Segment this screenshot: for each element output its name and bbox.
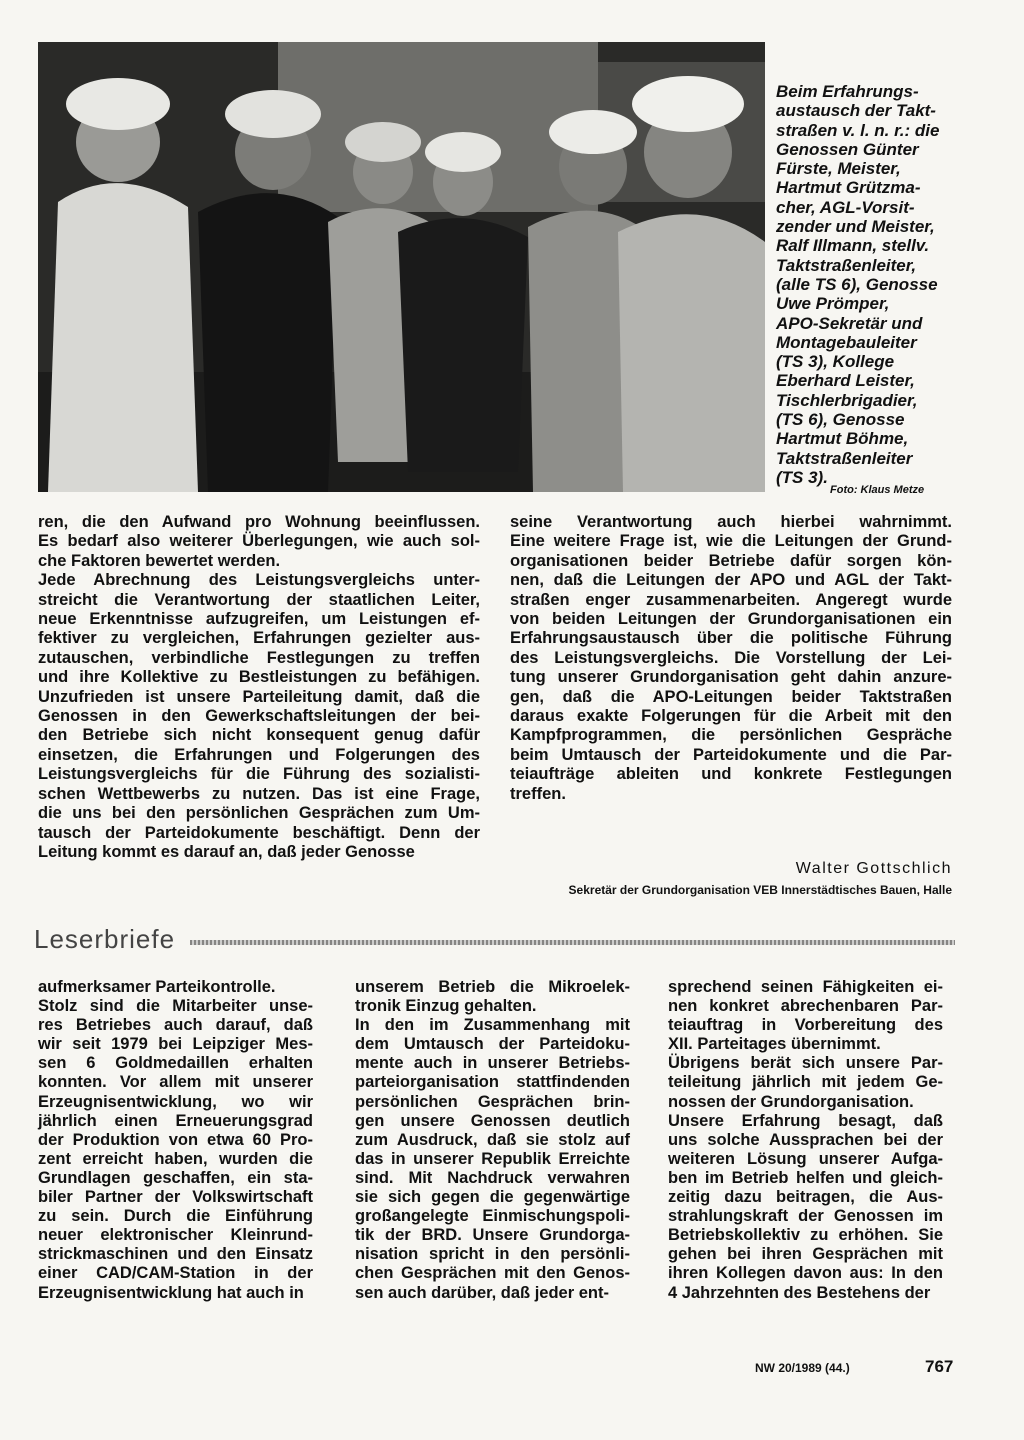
text-line: Taktstraßenleiter	[776, 448, 913, 468]
text-line: Erfahrungsaustausch über die politische Führung	[510, 629, 952, 648]
text-line: ihren Kollegen davon aus: In den	[668, 1264, 943, 1283]
text-line: seine Verantwortung auch hierbei wahrnimmt.	[510, 513, 952, 531]
letters-column-1	[38, 978, 313, 1303]
text-line: und ihre Kollektive zu Bestleistungen zu befähigen.	[38, 668, 480, 687]
text-line: Eine weitere Frage ist, wie die Leitungen der Grund-	[510, 532, 952, 551]
text-line: (alle TS 6), Genosse	[776, 274, 938, 294]
text-line: zutauschen, verbindliche Festlegungen zu treffen	[38, 648, 480, 667]
text-line: Fürste, Meister,	[776, 159, 901, 179]
article-column-right	[510, 513, 952, 804]
text-line: ben im Betrieb helfen und gleich-	[668, 1168, 943, 1187]
text-line: (TS 3).	[776, 467, 828, 487]
text-line: organisationen beider Betriebe dafür sorgen kön-	[510, 551, 952, 570]
text-line: uns solche Aussprachen bei der	[668, 1130, 943, 1149]
text-line: (TS 3), Kollege	[776, 352, 895, 372]
letters-column-3	[668, 978, 943, 1303]
text-line: (TS 6), Genosse	[776, 410, 905, 430]
text-line: persönlichen Gesprächen brin-	[355, 1092, 630, 1111]
text-line: wir seit 1979 bei Leipziger Mes-	[38, 1035, 313, 1054]
text-line: Kampfprogrammen, die persönlichen Gespräche	[510, 726, 952, 745]
text-line: Übrigens berät sich unsere Par-	[668, 1054, 943, 1073]
letters-column-2	[355, 978, 630, 1303]
text-line: zeitig dazu beitragen, die Aus-	[668, 1188, 943, 1207]
text-line: zum Ausdruck, daß sie stolz auf	[355, 1130, 630, 1149]
photo-credit: Foto: Klaus Metze	[830, 484, 925, 496]
text-line: fektiver zu vergleichen, Erfahrungen gezielter aus-	[38, 629, 480, 648]
text-line: Genossen in den Gewerkschaftsleitungen der bei-	[38, 707, 480, 726]
text-line: neuer elektronischer Kleinrund-	[38, 1226, 313, 1245]
text-line: teiaufträge ableiten und konkrete Festlegungen	[510, 765, 952, 784]
text-line: gen unsere Genossen deutlich	[355, 1111, 630, 1130]
text-line: das in unserer Republik Erreichte	[355, 1149, 630, 1168]
text-line: dem Umtausch der Parteidoku-	[355, 1035, 630, 1054]
text-line: nossen der Grundorganisation.	[668, 1092, 914, 1111]
text-line: strickmaschinen und den Einsatz	[38, 1245, 313, 1264]
text-line: neue Erkenntnisse aufzugreifen, um Leistungen ef-	[38, 610, 480, 629]
text-line: tik der BRD. Unsere Grundorga-	[355, 1226, 630, 1245]
text-line: der Produktion von etwa 60 Pro-	[38, 1130, 313, 1149]
author-name: Walter Gottschlich	[795, 860, 952, 877]
text-line: teiauftrag in Vorbereitung des	[668, 1016, 943, 1035]
text-line: Leitung kommt es darauf an, daß jeder Genosse	[38, 842, 415, 861]
text-line: Uwe Prömper,	[776, 294, 890, 314]
text-line: sen auch darüber, daß jeder ent-	[355, 1283, 609, 1302]
text-line: Hartmut Grützma-	[776, 178, 921, 198]
text-line: 4 Jahrzehnten des Bestehens der	[668, 1283, 931, 1302]
text-line: schen Wettbewerbs zu nutzen. Das ist eine Frage,	[38, 784, 480, 803]
text-line: tung unserer Grundorganisation geht dahin anzure-	[510, 668, 952, 687]
issue-info: NW 20/1989 (44.)	[755, 1361, 850, 1375]
text-line: großangelegte Einmischungspoli-	[355, 1207, 630, 1226]
group-photo	[38, 42, 765, 492]
section-divider	[190, 940, 955, 945]
text-line: streicht die Verantwortung der staatlichen Leiter,	[38, 590, 480, 609]
text-line: zender und Meister,	[776, 217, 935, 237]
text-line: Montagebauleiter	[776, 332, 917, 352]
text-line: Betriebskollektiv zu erhöhen. Sie	[668, 1226, 943, 1245]
text-line: ren, die den Aufwand pro Wohnung beeinflussen.	[38, 513, 480, 531]
text-line: strahlungskraft der Genossen im	[668, 1207, 943, 1226]
text-line: In den im Zusammenhang mit	[355, 1016, 630, 1035]
text-line: einer CAD/CAM-Station in der	[38, 1264, 313, 1283]
text-line: Grundlagen geschaffen, ein sta-	[38, 1168, 313, 1187]
text-line: Ralf Illmann, stellv.	[776, 236, 930, 256]
text-line: unserem Betrieb die Mikroelek-	[355, 978, 630, 996]
text-line: nen, daß die Leitungen der APO und AGL der Takt-	[510, 571, 952, 590]
text-line: sen 6 Goldmedaillen erhalten	[38, 1054, 313, 1073]
text-line: sprechend seinen Fähigkeiten ei-	[668, 978, 943, 996]
text-line: daraus exakte Folgerungen für die Arbeit mit den	[510, 707, 952, 726]
page-number: 767	[925, 1357, 954, 1376]
text-line: che Faktoren bewertet werden.	[38, 551, 281, 570]
text-line: teileitung jährlich mit jedem Ge-	[668, 1073, 943, 1092]
text-line: cher, AGL-Vorsit-	[776, 197, 915, 217]
text-line: Leistungsvergleichs für die Führung des sozialisti-	[38, 765, 480, 784]
text-line: nen konkret abrechenbaren Par-	[668, 997, 943, 1016]
text-line: nisation spricht in den persönli-	[355, 1245, 630, 1264]
article-column-left	[38, 513, 480, 862]
text-line: beim Umtausch der Parteidokumente und die Par-	[510, 745, 952, 764]
text-line: treffen.	[510, 784, 566, 803]
text-line: weiteren Lösung unserer Aufga-	[668, 1149, 943, 1168]
text-line: gehen bei ihren Gesprächen mit	[668, 1245, 943, 1264]
section-title: Leserbriefe	[34, 924, 176, 954]
text-line: Jede Abrechnung des Leistungsvergleichs unter-	[38, 571, 480, 590]
text-line: tronik Einzug gehalten.	[355, 997, 537, 1016]
text-line: Es bedarf also weiterer Überlegungen, wie auch sol-	[38, 532, 480, 551]
text-line: mente auch in unserer Betriebs-	[355, 1054, 630, 1073]
text-line: res Betriebes auch darauf, daß	[38, 1016, 313, 1035]
text-line: APO-Sekretär und	[776, 313, 923, 333]
text-line: sind. Mit Nachdruck verwahren	[355, 1168, 630, 1187]
text-line: Unsere Erfahrung besagt, daß	[668, 1111, 943, 1130]
text-line: Erzeugnisentwicklung, wo wir	[38, 1092, 313, 1111]
text-line: parteiorganisation stattfindenden	[355, 1073, 630, 1092]
text-line: Genossen Günter	[776, 139, 919, 159]
text-line: gen, daß die APO-Leitungen beider Taktstraßen	[510, 687, 952, 706]
author-title: Sekretär der Grundorganisation VEB Innerstädtisches Bauen, Halle	[568, 883, 952, 897]
text-line: aufmerksamer Parteikontrolle.	[38, 978, 276, 996]
text-line: den Betriebe sich nicht konsequent genug dafür	[38, 726, 480, 745]
text-line: straßen enger zusammenarbeiten. Angeregt wurde	[510, 590, 952, 609]
text-line: einsetzen, die Erfahrungen und Folgerungen des	[38, 745, 480, 764]
text-line: Taktstraßenleiter,	[776, 255, 917, 275]
text-line: tausch der Parteidokumente beschäftigt. Denn der	[38, 823, 480, 842]
text-line: Eberhard Leister,	[776, 371, 915, 391]
text-line: zent erreicht haben, wurden die	[38, 1149, 313, 1168]
text-line: straßen v. l. n. r.: die	[776, 120, 940, 140]
text-line: biler Partner der Volkswirtschaft	[38, 1188, 313, 1207]
text-line: konnten. Vor allem mit unserer	[38, 1073, 313, 1092]
text-line: Erzeugnisentwicklung hat auch in	[38, 1283, 304, 1302]
workers-in-hardhats-photo	[38, 42, 765, 492]
text-line: Stolz sind die Mitarbeiter unse-	[38, 997, 313, 1016]
text-line: Hartmut Böhme,	[776, 429, 909, 449]
text-line: Beim Erfahrungs-	[776, 82, 919, 101]
text-line: von beiden Leitungen der Grundorganisationen ein	[510, 610, 952, 629]
text-line: Tischlerbrigadier,	[776, 390, 918, 410]
text-line: des Leistungsvergleichs. Die Vorstellung der Lei-	[510, 648, 952, 667]
photo-caption	[776, 82, 981, 487]
text-line: die uns bei den persönlichen Gesprächen zum Um-	[38, 804, 480, 823]
text-line: zu sein. Durch die Einführung	[38, 1207, 313, 1226]
text-line: sie sich gegen die gegenwärtige	[355, 1188, 630, 1207]
text-line: jährlich einen Erneuerungsgrad	[38, 1111, 313, 1130]
text-line: chen Gesprächen mit den Genos-	[355, 1264, 630, 1283]
text-line: austausch der Takt-	[776, 101, 936, 121]
text-line: XII. Parteitages übernimmt.	[668, 1035, 881, 1054]
text-line: Unzufrieden ist unsere Parteileitung damit, daß die	[38, 687, 480, 706]
